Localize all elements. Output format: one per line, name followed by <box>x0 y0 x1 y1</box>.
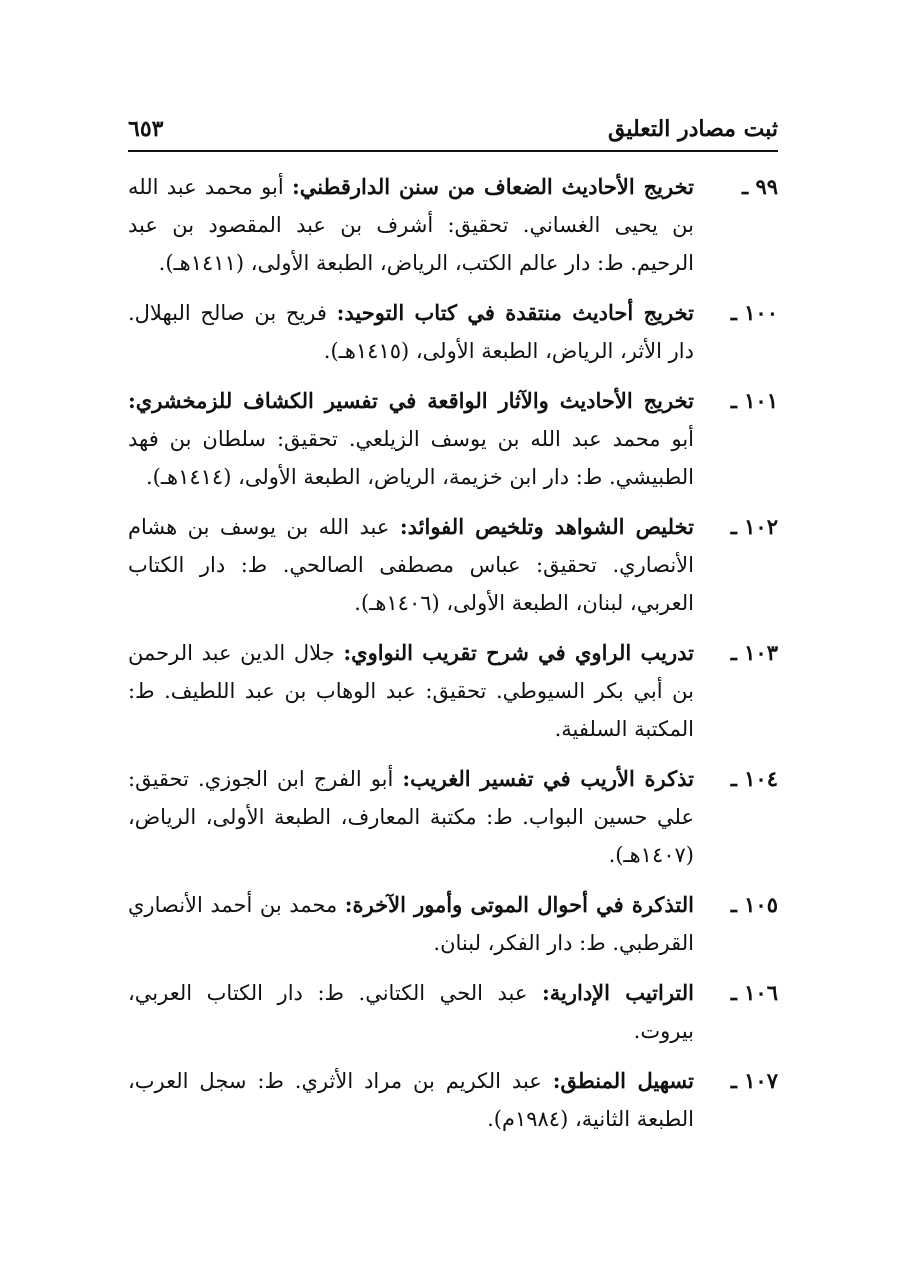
entry-number: ١٠٦ ـ <box>730 980 778 1005</box>
entry-title: التذكرة في أحوال الموتى وأمور الآخرة: <box>344 892 695 917</box>
entry-title: تخليص الشواهد وتلخيص الفوائد: <box>399 514 694 539</box>
entry-body: عبد الحي الكتاني. ط: دار الكتاب العربي، بيروت. <box>128 981 694 1043</box>
page-header <box>128 112 778 152</box>
bibliography-entry <box>128 382 778 496</box>
entry-body: عبد الله بن يوسف بن هشام الأنصاري. تحقيق: عباس مصطفى الصالحي. ط: دار الكتاب العربي، لبنان، الطبعة الأولى، (١٤٠٦هـ). <box>128 515 694 615</box>
entry-body: فريح بن صالح البهلال. دار الأثر، الرياض، الطبعة الأولى، (١٤١٥هـ). <box>128 301 694 363</box>
entry-number: ٩٩ ـ <box>741 174 778 199</box>
entry-number: ١٠١ ـ <box>730 388 778 413</box>
entry-body: جلال الدين عبد الرحمن بن أبي بكر السيوطي. تحقيق: عبد الوهاب بن عبد اللطيف. ط: المكتبة السلفية. <box>128 641 694 741</box>
entry-number: ١٠٢ ـ <box>730 514 778 539</box>
entry-title: تخريج أحاديث منتقدة في كتاب التوحيد: <box>336 300 694 325</box>
entry-number: ١٠٣ ـ <box>730 640 778 665</box>
entry-body: أبو الفرج ابن الجوزي. تحقيق: علي حسين البواب. ط: مكتبة المعارف، الطبعة الأولى، الرياض، (١٤٠٧هـ). <box>128 767 694 867</box>
page-number: ٦٥٣ <box>128 116 164 142</box>
entry-title: التراتيب الإدارية: <box>542 980 694 1005</box>
bibliography-entry <box>128 294 778 370</box>
bibliography-entry <box>128 886 778 962</box>
entry-number: ١٠٤ ـ <box>730 766 778 791</box>
entry-title: تدريب الراوي في شرح تقريب النواوي: <box>343 640 695 665</box>
header-rule <box>128 150 778 152</box>
bibliography-entry <box>128 634 778 748</box>
bibliography-entry <box>128 974 778 1050</box>
bibliography-list <box>128 168 778 1150</box>
entry-title: تذكرة الأريب في تفسير الغريب: <box>402 766 694 791</box>
bibliography-entry <box>128 760 778 874</box>
bibliography-entry <box>128 1062 778 1138</box>
entry-body: أبو محمد عبد الله بن يحيى الغساني. تحقيق: أشرف بن عبد المقصود بن عبد الرحيم. ط: دار عالم الكتب، الرياض، الطبعة الأولى، (١٤١١هـ). <box>128 175 694 275</box>
entry-title: تخريج الأحاديث الضعاف من سنن الدارقطني: <box>292 174 695 199</box>
entry-body: محمد بن أحمد الأنصاري القرطبي. ط: دار الفكر، لبنان. <box>128 893 694 955</box>
entry-body: أبو محمد عبد الله بن يوسف الزيلعي. تحقيق: سلطان بن فهد الطبيشي. ط: دار ابن خزيمة، الرياض، الطبعة الأولى، (١٤١٤هـ). <box>128 427 694 489</box>
entry-title: تسهيل المنطق: <box>552 1068 694 1093</box>
bibliography-entry <box>128 508 778 622</box>
running-title: ثبت مصادر التعليق <box>607 116 778 142</box>
entry-title: تخريج الأحاديث والآثار الواقعة في تفسير الكشاف للزمخشري: <box>128 388 694 413</box>
entry-number: ١٠٠ ـ <box>730 300 778 325</box>
entry-number: ١٠٧ ـ <box>730 1068 778 1093</box>
bibliography-entry <box>128 168 778 282</box>
entry-number: ١٠٥ ـ <box>730 892 778 917</box>
entry-body: عبد الكريم بن مراد الأثري. ط: سجل العرب، الطبعة الثانية، (١٩٨٤م). <box>128 1069 694 1131</box>
